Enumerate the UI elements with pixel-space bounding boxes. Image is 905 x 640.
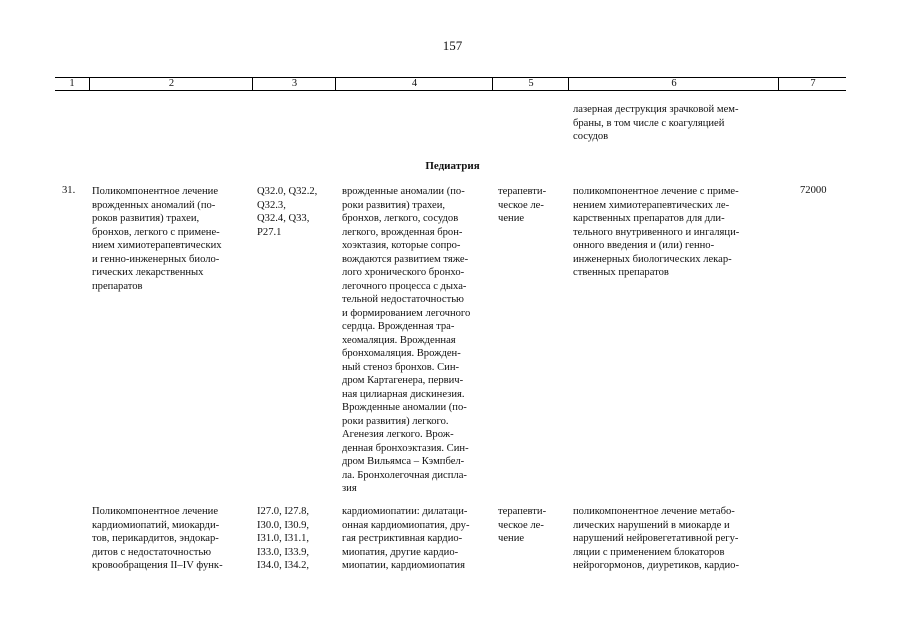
text-line: миопатии, кардиомиопатия [342, 560, 465, 571]
text-line: онная кардиомиопатия, дру- [342, 519, 470, 531]
section-title: Педиатрия [425, 160, 480, 172]
text-line: I31.0, I31.1, [257, 533, 310, 544]
text-line: поликомпонентное лечение с приме- [573, 186, 739, 197]
text-line: I30.0, I30.9, [257, 519, 310, 531]
text-line: зия [342, 483, 357, 494]
text-line: вождаются развитием тяже- [342, 253, 469, 265]
text-line: кардиомиопатий, миокарди- [92, 519, 220, 531]
text-line: лого хронического бронхо- [342, 267, 465, 278]
text-line: сердца. Врожденная тра- [342, 321, 455, 332]
text-line: бронхов, легкого, сосудов [342, 213, 459, 224]
column-number-6: 6 [568, 78, 779, 90]
text-line: хоэктазия, которые сопро- [342, 240, 461, 251]
column-number-2: 2 [89, 78, 253, 90]
text-line: тов, перикардитов, эндокар- [92, 533, 219, 544]
text-line: браны, в том числе с коагуляцией [573, 117, 725, 129]
text-line: тельного внутривенного и ингаляци- [573, 226, 740, 238]
text-line: денная бронхоэктазия. Син- [342, 442, 469, 454]
model-cell [342, 185, 489, 496]
text-line: Q32.3, [257, 199, 286, 211]
text-line: терапевти- [498, 186, 547, 197]
treatment-cell [498, 185, 564, 226]
page-number: 157 [442, 38, 463, 53]
text-line: ляции с применением блокаторов [573, 546, 725, 558]
text-line: ный стеноз бронхов. Син- [342, 361, 460, 373]
text-line: ла. Бронхолегочная диспла- [342, 469, 467, 481]
text-line: Q32.0, Q32.2, [257, 186, 318, 197]
text-line: P27.1 [257, 226, 282, 238]
text-line: бронхомаляция. Врожден- [342, 348, 461, 359]
treatment-cell [498, 505, 564, 546]
codes-cell [257, 505, 332, 573]
text-line: Агенезия легкого. Врож- [342, 429, 454, 440]
text-line: роков развития) трахеи, [92, 213, 200, 224]
text-line: ческое ле- [498, 519, 544, 531]
text-line: хеомаляция. Врожденная [342, 334, 456, 346]
text-line: роки развития) трахеи, [342, 199, 446, 211]
text-line: препаратов [92, 280, 143, 292]
text-line: нейрогормонов, диуретиков, кардио- [573, 560, 740, 571]
text-line: Q32.4, Q33, [257, 213, 310, 224]
text-line: гических лекарственных [92, 267, 204, 278]
column-number-header [55, 77, 846, 91]
text-line: чение [498, 213, 525, 224]
text-line: бронхов, легкого с примене- [92, 226, 220, 238]
text-line: ная цилиарная дискинезия. [342, 388, 465, 400]
text-line: нием химиотерапевтических [92, 240, 222, 251]
text-line: онного введения и (или) генно- [573, 240, 715, 251]
method-cell [573, 185, 767, 280]
model-cell [342, 505, 489, 573]
row-number: 31. [62, 185, 76, 196]
text-line: дром Вильямса – Кэмпбел- [342, 456, 465, 467]
text-line: I27.0, I27.8, [257, 506, 310, 517]
name-cell [92, 185, 248, 293]
codes-cell [257, 185, 332, 239]
text-line: Врожденные аномалии (по- [342, 402, 467, 413]
column-number-1: 1 [69, 78, 75, 89]
text-line: нарушений нейровегетативной регу- [573, 533, 739, 544]
text-line: врожденные аномалии (по- [342, 186, 465, 197]
text-line: врожденных аномалий (по- [92, 199, 216, 211]
column-number-7: 7 [778, 78, 847, 90]
text-line: роки развития) легкого. [342, 415, 449, 427]
text-line: дром Картагенера, первич- [342, 375, 464, 386]
column-number-4: 4 [335, 78, 493, 90]
text-line: терапевти- [498, 506, 547, 517]
column-number-3: 3 [252, 78, 336, 90]
text-line: легкого, врожденная брон- [342, 226, 463, 238]
text-line: I33.0, I33.9, [257, 546, 310, 558]
text-line: поликомпонентное лечение метабо- [573, 506, 735, 517]
text-line: тельной недостаточностью [342, 294, 464, 305]
text-line: инженерных биологических лекар- [573, 253, 732, 265]
text-line: Поликомпонентное лечение [92, 506, 219, 517]
cost-cell: 72000 [800, 185, 827, 196]
text-line: лазерная деструкция зрачковой мем- [573, 104, 739, 115]
text-line: и генно-инженерных биоло- [92, 253, 220, 265]
text-line: и формированием легочного [342, 307, 471, 319]
text-line: карственных препаратов для дли- [573, 213, 725, 224]
text-line: сосудов [573, 131, 609, 142]
text-line: легочного процесса с дыха- [342, 280, 467, 292]
text-line: нением химиотерапевтических ле- [573, 199, 730, 211]
text-line: гая рестриктивная кардио- [342, 533, 463, 544]
text-line: чение [498, 533, 525, 544]
name-cell [92, 505, 248, 573]
method-cell [573, 505, 767, 573]
text-line: I34.0, I34.2, [257, 560, 310, 571]
text-line: Поликомпонентное лечение [92, 186, 219, 197]
column-number-5: 5 [492, 78, 569, 90]
text-line: лических нарушений в миокарде и [573, 519, 730, 531]
text-line: миопатия, другие кардио- [342, 546, 459, 558]
text-line: ческое ле- [498, 199, 544, 211]
text-line: кардиомиопатии: дилатаци- [342, 506, 468, 517]
continuation-method [573, 103, 767, 144]
text-line: кровообращения II–IV функ- [92, 560, 223, 571]
text-line: дитов с недостаточностью [92, 546, 212, 558]
text-line: ственных препаратов [573, 267, 669, 278]
